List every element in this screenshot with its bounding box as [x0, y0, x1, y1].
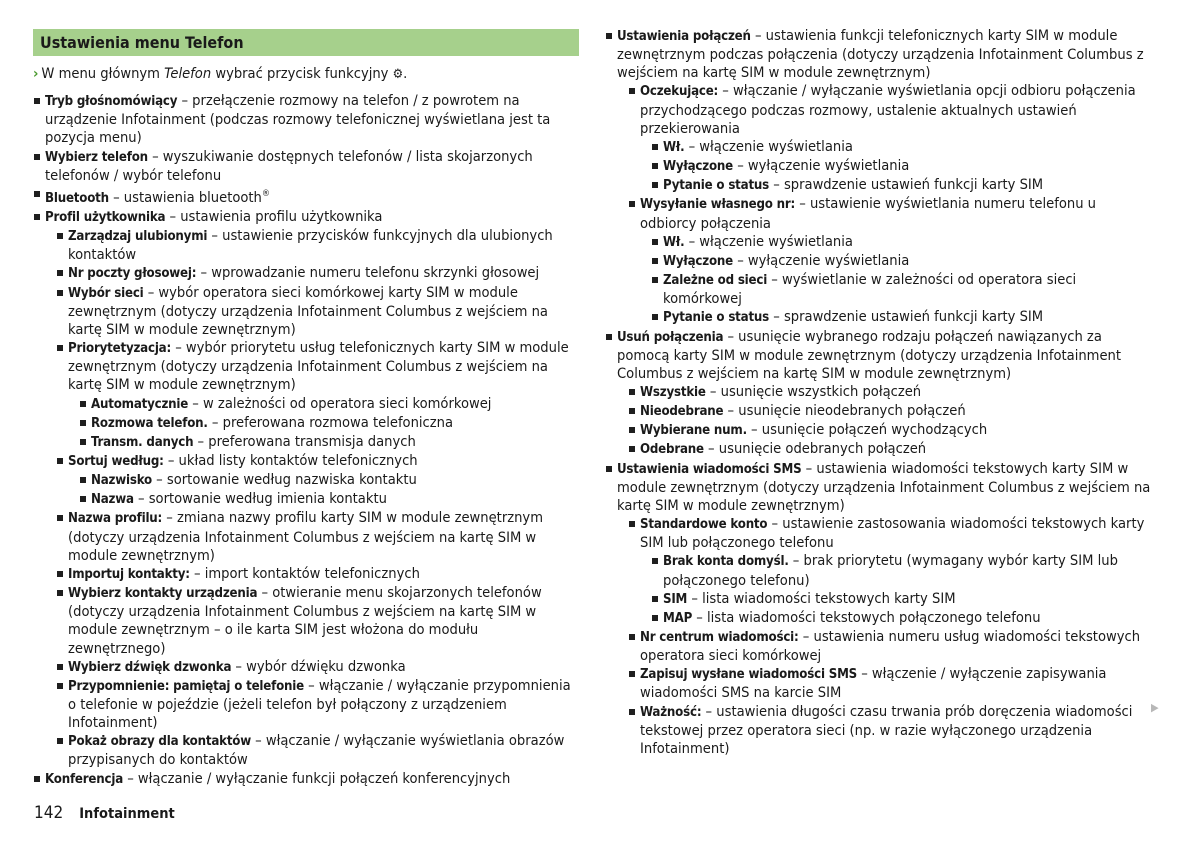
list-item: SIM – lista wiadomości tekstowych karty SIM	[651, 590, 1151, 609]
list-item: Wybierz kontakty urządzenia – otwieranie menu skojarzonych telefonów (dotyczy urządzenia Infotainment Columbus z wejściem na kartę SIM w module zewnętrznym – o ile karta SIM jest włożona do modułu zewnętrznego)	[56, 584, 579, 658]
list-item: Usuń połączenia – usunięcie wybranego rodzaju połączeń nawiązanych za pomocą karty SIM w module zewnętrznym (dotyczy urządzenia Infotainment Columbus z wejściem na kartę SIM w module zewnętrznym) Wszystkie – usunięcie wszystkich połączeń Nieodebrane – usunięcie nieodebranych połączeń Wybierane num. – usunięcie połączeń wychodzących Odebrane – usunięcie odebranych połączeń	[605, 328, 1151, 460]
list-item: Wszystkie – usunięcie wszystkich połączeń	[628, 383, 1151, 402]
list-item: Zależne od sieci – wyświetlanie w zależności od operatora sieci komórkowej	[651, 271, 1151, 308]
list-item: Ustawienia połączeń – ustawienia funkcji telefonicznych karty SIM w module zewnętrznym podczas połączenia (dotyczy urządzenia Infotainment Columbus z wejściem na kartę SIM w module zewnętrznym) Oczekujące: – włączanie / wyłączanie wyświetlania opcji odbioru połączenia przychodzącego podczas rozmowy, ustalenie aktualnych ustawień przekierowania Wł. – włączenie wyświetlania Wyłączone – wyłączenie wyświetlania Pytanie o status – sprawdzenie ustawień funkcji karty SIM Wysyłanie własnego nr: – ustawienie wyświetlania numeru telefonu u odbiorcy połączenia Wł. – włączenie wyświetlania Wyłączone – wyłączenie wyświetlania Zależne od sieci – wyświetlanie w zależności od operatora sieci komórkowej Pytanie o status – sprawdzenie ustawień funkcji karty SIM	[605, 27, 1151, 328]
section-heading: Ustawienia menu Telefon	[33, 29, 579, 56]
list-item: Nr poczty głosowej: – wprowadzanie numeru telefonu skrzynki głosowej	[56, 264, 579, 283]
list-item: Wł. – włączenie wyświetlania	[651, 233, 1151, 252]
list-item: Transm. danych – preferowana transmisja danych	[79, 433, 579, 452]
intro-text-post: wybrać przycisk funkcyjny	[211, 65, 393, 82]
list-item: Priorytetyzacja: – wybór priorytetu usług telefonicznych karty SIM w module zewnętrznym (dotyczy urządzenia Infotainment Columbus z wejściem na kartę SIM w module zewnętrznym) Automatycznie – w zależności od operatora sieci komórkowej Rozmowa telefon. – preferowana rozmowa telefoniczna Transm. danych – preferowana transmisja danych	[56, 339, 579, 452]
list-item: Brak konta domyśl. – brak priorytetu (wymagany wybór karty SIM lub połączonego telefonu)	[651, 552, 1151, 589]
list-item: Wyłączone – wyłączenie wyświetlania	[651, 252, 1151, 271]
list-item: Wybór sieci – wybór operatora sieci komórkowej karty SIM w module zewnętrznym (dotyczy urządzenia Infotainment Columbus z wejściem na kartę SIM w module zewnętrznym)	[56, 284, 579, 339]
list-item: Pytanie o status – sprawdzenie ustawień funkcji karty SIM	[651, 308, 1151, 327]
arrow-icon: ›	[33, 65, 39, 82]
list-item: Pokaż obrazy dla kontaktów – włączanie / wyłączanie wyświetlania obrazów przypisanych do kontaktów	[56, 732, 579, 769]
list-item: Przypomnienie: pamiętaj o telefonie – włączanie / wyłączanie przypomnienia o telefonie w pojeździe (jeżeli telefon był połączony z urządzeniem Infotainment)	[56, 677, 579, 732]
list-item: Oczekujące: – włączanie / wyłączanie wyświetlania opcji odbioru połączenia przychodzącego podczas rozmowy, ustalenie aktualnych ustawień przekierowania Wł. – włączenie wyświetlania Wyłączone – wyłączenie wyświetlania Pytanie o status – sprawdzenie ustawień funkcji karty SIM	[628, 82, 1151, 195]
list-item: Wybierane num. – usunięcie połączeń wychodzących	[628, 421, 1151, 440]
list-item: Nazwa – sortowanie według imienia kontaktu	[79, 490, 579, 509]
list-item: Sortuj według: – układ listy kontaktów telefonicznych Nazwisko – sortowanie według nazwiska kontaktu Nazwa – sortowanie według imienia kontaktu	[56, 452, 579, 509]
list-item: Zapisuj wysłane wiadomości SMS – włączenie / wyłączenie zapisywania wiadomości SMS na karcie SIM	[628, 665, 1151, 702]
menu-list-continued	[605, 27, 1151, 758]
list-item: Nieodebrane – usunięcie nieodebranych połączeń	[628, 402, 1151, 421]
continue-arrow-icon: ▶	[1151, 701, 1159, 714]
left-column	[33, 27, 579, 789]
page-footer	[34, 803, 175, 823]
right-column	[605, 27, 1151, 758]
list-item: Nazwa profilu: – zmiana nazwy profilu karty SIM w module zewnętrznym (dotyczy urządzenia Infotainment Columbus z wejściem na kartę SIM w module zewnętrznym)	[56, 509, 579, 564]
list-item: Konferencja – włączanie / wyłączanie funkcji połączeń konferencyjnych	[33, 770, 579, 789]
list-item: Ważność: – ustawienia długości czasu trwania prób doręczenia wiadomości tekstowej przez operatora sieci (np. w razie wyłączonego urządzenia Infotainment)	[628, 703, 1151, 758]
list-item: Pytanie o status – sprawdzenie ustawień funkcji karty SIM	[651, 176, 1151, 195]
list-item: Wybierz telefon – wyszukiwanie dostępnych telefonów / lista skojarzonych telefonów / wybór telefonu	[33, 148, 579, 185]
list-item: Bluetooth – ustawienia bluetooth®	[33, 185, 579, 208]
list-item: Importuj kontakty: – import kontaktów telefonicznych	[56, 565, 579, 584]
section-name: Infotainment	[79, 806, 175, 822]
list-item: Odebrane – usunięcie odebranych połączeń	[628, 440, 1151, 459]
list-item: Wybierz dźwięk dzwonka – wybór dźwięku dzwonka	[56, 658, 579, 677]
intro-menu-name: Telefon	[164, 65, 212, 82]
intro-paragraph: › W menu głównym Telefon wybrać przycisk funkcyjny ⚙.	[33, 65, 408, 82]
list-item: MAP – lista wiadomości tekstowych połączonego telefonu	[651, 609, 1151, 628]
intro-text: W menu głównym	[41, 65, 165, 82]
list-item: Profil użytkownika – ustawienia profilu użytkownika Zarządzaj ulubionymi – ustawienie przycisków funkcyjnych dla ulubionych kontaktów Nr poczty głosowej: – wprowadzanie numeru telefonu skrzynki głosowej Wybór sieci – wybór operatora sieci komórkowej karty SIM w module zewnętrznym (dotyczy urządzenia Infotainment Columbus z wejściem na kartę SIM w module zewnętrznym) Priorytetyzacja: – wybór priorytetu usług telefonicznych karty SIM w module zewnętrznym (dotyczy urządzenia Infotainment Columbus z wejściem na kartę SIM w module zewnętrznym) Automatycznie – w zależności od operatora sieci komórkowej Rozmowa telefon. – preferowana rozmowa telefoniczna Transm. danych – preferowana transmisja danych Sortuj według: – układ listy kontaktów telefonicznych Nazwisko – sortowanie według nazwiska kontaktu Nazwa – sortowanie według imienia kontaktu Nazwa profilu: – zmiana nazwy profilu karty SIM w module zewnętrznym (dotyczy urządzenia Infotainment Columbus z wejściem na kartę SIM w module zewnętrznym) Importuj kontakty: – import kontaktów telefonicznych Wybierz kontakty urządzenia – otwieranie menu skojarzonych telefonów (dotyczy urządzenia Infotainment Columbus z wejściem na kartę SIM w module zewnętrznym – o ile karta SIM jest włożona do modułu zewnętrznego) Wybierz dźwięk dzwonka – wybór dźwięku dzwonka Przypomnienie: pamiętaj o telefonie – włączanie / wyłączanie przypomnienia o telefonie w pojeździe (jeżeli telefon był połączony z urządzeniem Infotainment) Pokaż obrazy dla kontaktów – włączanie / wyłączanie wyświetlania obrazów przypisanych do kontaktów	[33, 208, 579, 770]
list-item: Wyłączone – wyłączenie wyświetlania	[651, 157, 1151, 176]
list-item: Nazwisko – sortowanie według nazwiska kontaktu	[79, 471, 579, 490]
list-item: Automatycznie – w zależności od operatora sieci komórkowej	[79, 395, 579, 414]
menu-list	[33, 92, 579, 789]
list-item: Zarządzaj ulubionymi – ustawienie przycisków funkcyjnych dla ulubionych kontaktów	[56, 227, 579, 264]
list-item: Wysyłanie własnego nr: – ustawienie wyświetlania numeru telefonu u odbiorcy połączenia Wł. – włączenie wyświetlania Wyłączone – wyłączenie wyświetlania Zależne od sieci – wyświetlanie w zależności od operatora sieci komórkowej Pytanie o status – sprawdzenie ustawień funkcji karty SIM	[628, 195, 1151, 327]
list-item: Wł. – włączenie wyświetlania	[651, 138, 1151, 157]
list-item: Ustawienia wiadomości SMS – ustawienia wiadomości tekstowych karty SIM w module zewnętrznym (dotyczy urządzenia Infotainment Columbus z wejściem na kartę SIM w module zewnętrznym) Standardowe konto – ustawienie zastosowania wiadomości tekstowych karty SIM lub połączonego telefonu Brak konta domyśl. – brak priorytetu (wymagany wybór karty SIM lub połączonego telefonu) SIM – lista wiadomości tekstowych karty SIM MAP – lista wiadomości tekstowych połączonego telefonu Nr centrum wiadomości: – ustawienia numeru usług wiadomości tekstowych operatora sieci komórkowej Zapisuj wysłane wiadomości SMS – włączenie / wyłączenie zapisywania wiadomości SMS na karcie SIM Ważność: – ustawienia długości czasu trwania prób doręczenia wiadomości tekstowej przez operatora sieci (np. w razie wyłączonego urządzenia Infotainment)	[605, 460, 1151, 759]
page-number: 142	[34, 803, 64, 823]
gear-icon: ⚙	[392, 67, 404, 82]
list-item: Tryb głośnomówiący – przełączenie rozmowy na telefon / z powrotem na urządzenie Infotainment (podczas rozmowy telefonicznej wyświetlana jest ta pozycja menu)	[33, 92, 579, 147]
list-item: Nr centrum wiadomości: – ustawienia numeru usług wiadomości tekstowych operatora sieci komórkowej	[628, 628, 1151, 665]
list-item: Standardowe konto – ustawienie zastosowania wiadomości tekstowych karty SIM lub połączonego telefonu Brak konta domyśl. – brak priorytetu (wymagany wybór karty SIM lub połączonego telefonu) SIM – lista wiadomości tekstowych karty SIM MAP – lista wiadomości tekstowych połączonego telefonu	[628, 515, 1151, 628]
list-item: Rozmowa telefon. – preferowana rozmowa telefoniczna	[79, 414, 579, 433]
